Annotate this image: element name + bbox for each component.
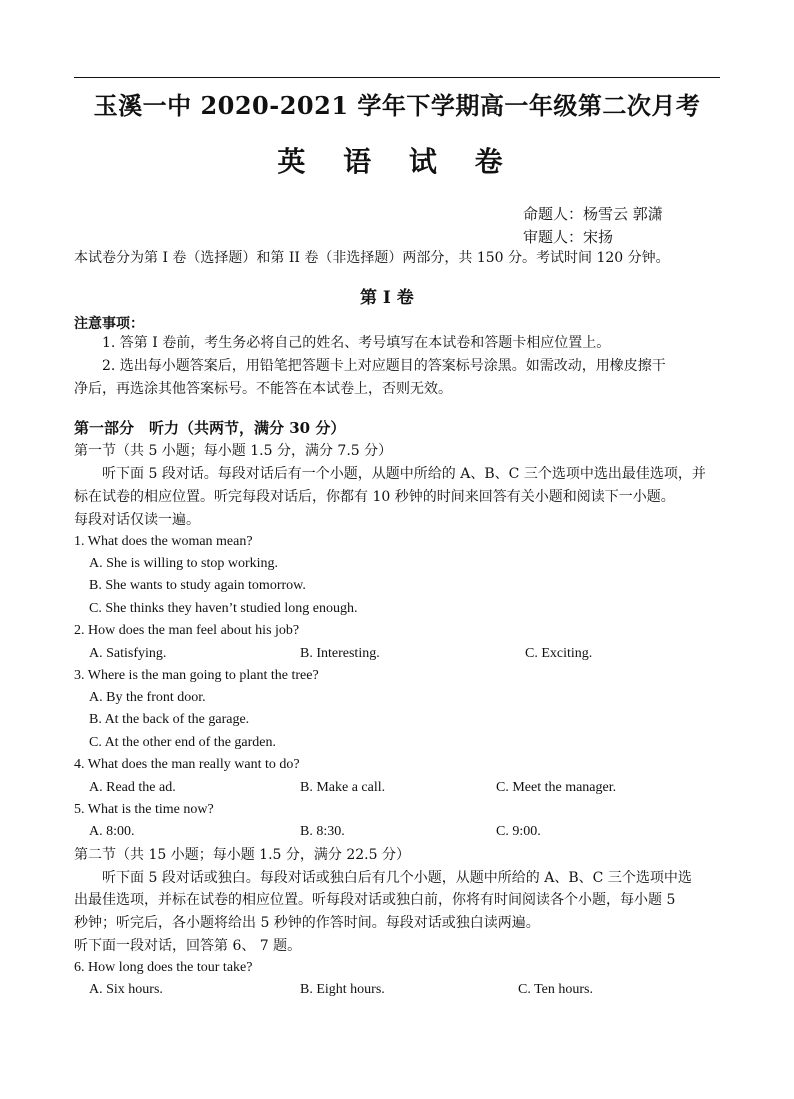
notice-item-2-line-1: 2. 选出每小题答案后，用铅笔把答题卡上对应题目的答案标号涂黑。如需改动，用橡皮擦干	[102, 358, 666, 374]
question-4-stem: 4. What does the man really want to do?	[74, 757, 300, 772]
question-4-option-c: C. Meet the manager.	[496, 780, 617, 795]
question-5-option-c: C. 9:00.	[496, 824, 541, 839]
question-2-option-a: A. Satisfying.	[89, 646, 167, 661]
question-6-option-b: B. Eight hours.	[300, 982, 385, 997]
section1-heading: 第一节（共 5 小题；每小题 1.5 分，满分 7.5 分）	[74, 443, 393, 459]
section1-instruction-line-3: 每段对话仅读一遍。	[74, 512, 200, 528]
question-1-option-b: B. She wants to study again tomorrow.	[89, 578, 306, 593]
section2-heading: 第二节（共 15 小题；每小题 1.5 分，满分 22.5 分）	[74, 847, 410, 863]
notice-item-2-line-2: 净后，再选涂其他答案标号。不能答在本试卷上，否则无效。	[74, 381, 452, 397]
section2-instruction-line-2: 出最佳选项，并标在试卷的相应位置。听每段对话或独白前，你将有时间阅读各个小题，每小题 5	[74, 892, 676, 908]
section1-instruction-line-2: 标在试卷的相应位置。听完每段对话后，你都有 10 秒钟的时间来回答有关小题和阅读下一小题。	[74, 489, 675, 505]
question-3-option-a: A. By the front door.	[89, 690, 206, 705]
dialogue-intro: 听下面一段对话，回答第 6、 7 题。	[74, 938, 302, 954]
exam-intro: 本试卷分为第 I 卷（选择题）和第 II 卷（非选择题）两部分，共 150 分。考试时间 120 分钟。	[74, 250, 670, 266]
question-2-option-c: C. Exciting.	[525, 646, 593, 661]
notice-item-1: 1. 答第 I 卷前，考生务必将自己的姓名、考号填写在本试卷和答题卡相应位置上。	[102, 335, 611, 351]
question-4-option-a: A. Read the ad.	[89, 780, 176, 795]
reviewer-line: 审题人：宋扬	[523, 228, 614, 246]
section1-instruction-line-1: 听下面 5 段对话。每段对话后有一个小题，从题中所给的 A、B、C 三个选项中选出最佳选项，并	[102, 466, 706, 482]
exam-title: 玉溪一中 2020-2021 学年下学期高一年级第二次月考	[93, 91, 701, 120]
question-5-option-a: A. 8:00.	[89, 824, 135, 839]
volume-title: 第 Ⅰ 卷	[360, 288, 414, 308]
question-6-option-c: C. Ten hours.	[518, 982, 593, 997]
proposer-line: 命题人：杨雪云 郭潇	[523, 205, 663, 223]
question-3-option-c: C. At the other end of the garden.	[89, 735, 277, 750]
question-1-option-c: C. She thinks they haven’t studied long enough.	[89, 601, 358, 616]
question-6-stem: 6. How long does the tour take?	[74, 960, 253, 975]
question-3-option-b: B. At the back of the garage.	[89, 712, 250, 727]
section2-instruction-line-1: 听下面 5 段对话或独白。每段对话或独白后有几个小题，从题中所给的 A、B、C 三个选项中选	[102, 870, 692, 886]
question-5-option-b: B. 8:30.	[300, 824, 345, 839]
subject-title: 英 语 试 卷	[277, 145, 517, 178]
question-1-option-a: A. She is willing to stop working.	[89, 556, 279, 571]
question-2-stem: 2. How does the man feel about his job?	[74, 623, 300, 638]
question-6-option-a: A. Six hours.	[89, 982, 163, 997]
question-1-stem: 1. What does the woman mean?	[74, 534, 253, 549]
question-2-option-b: B. Interesting.	[300, 646, 380, 661]
section2-instruction-line-3: 秒钟；听完后，各小题将给出 5 秒钟的作答时间。每段对话或独白读两遍。	[74, 915, 540, 931]
question-3-stem: 3. Where is the man going to plant the tree?	[74, 668, 319, 683]
question-5-stem: 5. What is the time now?	[74, 802, 214, 817]
header-rule	[74, 77, 720, 78]
notice-heading: 注意事项：	[74, 316, 144, 332]
part1-heading: 第一部分 听力（共两节，满分 30 分）	[74, 419, 346, 437]
question-4-option-b: B. Make a call.	[300, 780, 386, 795]
